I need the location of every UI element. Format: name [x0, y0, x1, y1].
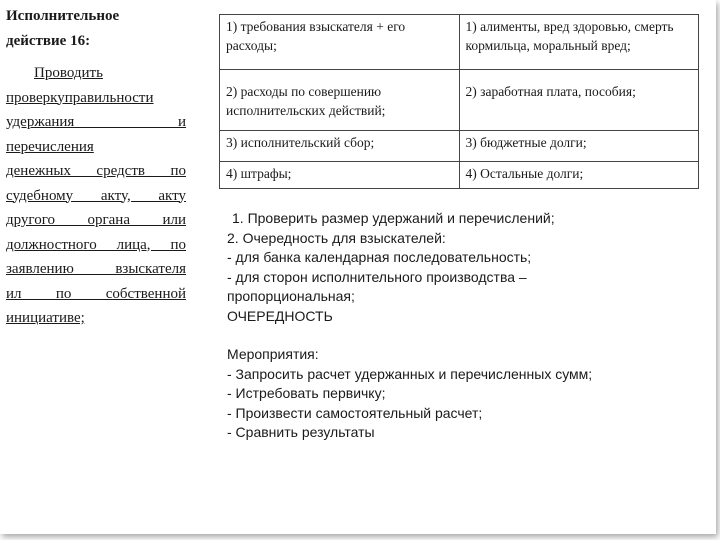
action-title — [6, 4, 186, 53]
table-cell-text: 2) заработная плата, пособия; — [465, 84, 636, 99]
verification-notes — [227, 209, 697, 443]
note-line: - для сторон исполнительного производства – — [227, 268, 527, 285]
table-row — [220, 70, 699, 131]
table-cell: 4) Остальные долги; — [459, 162, 699, 189]
action-body-line: перечисления — [6, 138, 94, 155]
table-cell: 1) требования взыскателя + его расходы; — [220, 15, 460, 70]
action-body-line: денежных средств по — [6, 163, 186, 179]
table-cell: 4) штрафы; — [220, 162, 460, 189]
note-heading-priority: ОЧЕРЕДНОСТЬ — [227, 307, 333, 324]
measures-item: - Сравнить результаты — [227, 424, 375, 440]
priority-table — [219, 14, 699, 189]
action-body-line: заявлению взыскателя — [6, 261, 186, 277]
measures-item: - Произвести самостоятельный расчет; — [227, 404, 483, 421]
action-body-line: проверкуправильности — [6, 89, 154, 106]
table-row — [220, 131, 699, 162]
action-body-line: Проводить — [34, 65, 103, 81]
table-row — [220, 162, 699, 189]
action-description — [6, 4, 186, 331]
table-cell: 3) бюджетные долги; — [459, 131, 699, 162]
table-cell — [459, 70, 699, 131]
action-body-line: другого органа или — [6, 212, 186, 228]
note-line: пропорциональная; — [227, 288, 355, 304]
table-row — [220, 15, 699, 70]
table-cell — [220, 70, 460, 131]
note-line: 2. Очередность для взыскателей: — [227, 229, 446, 246]
action-body-line: судебному акту, акту — [6, 187, 186, 204]
table-cell-text: 2) расходы по совершению исполнительских действий; — [226, 84, 386, 118]
measures-item: - Истребовать первичку; — [227, 385, 386, 401]
action-body — [6, 61, 186, 331]
action-body-line: удержания и — [6, 114, 186, 130]
action-body-line: инициативе; — [6, 310, 85, 326]
action-title-line: действие 16: — [6, 32, 91, 49]
note-line: 1. Проверить размер удержаний и перечислений; — [232, 210, 555, 226]
action-body-line: должностного лица, по — [6, 236, 186, 253]
spacer — [227, 326, 697, 345]
measures-item: - Запросить расчет удержанных и перечисленных сумм; — [227, 365, 593, 382]
table-cell: 3) исполнительский сбор; — [220, 131, 460, 162]
action-body-line: ил по собственной — [6, 285, 186, 302]
table-cell: 1) алименты, вред здоровью, смерть кормильца, моральный вред; — [459, 15, 699, 70]
action-title-line: Исполнительное — [6, 8, 120, 24]
measures-title: Мероприятия: — [227, 346, 319, 362]
note-line: - для банка календарная последовательность; — [227, 249, 532, 265]
